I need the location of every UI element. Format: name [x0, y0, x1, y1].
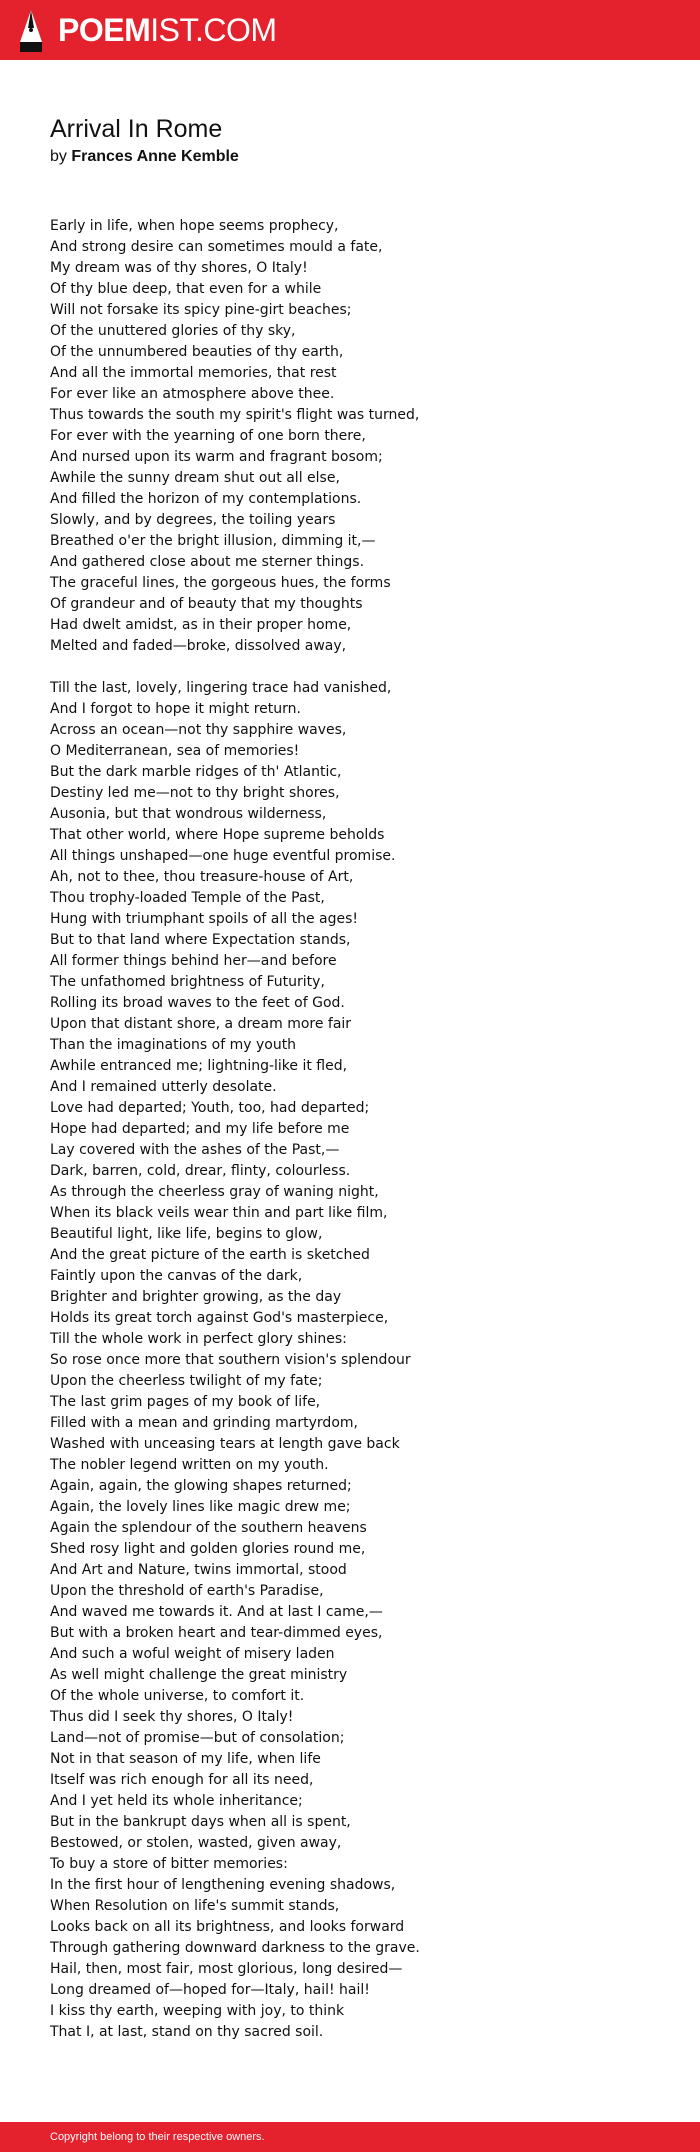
poem-line: Upon the cheerless twilight of my fate; — [50, 1373, 323, 1389]
poem-line: Hope had departed; and my life before me — [50, 1121, 350, 1137]
poem-line: Bestowed, or stolen, wasted, given away, — [50, 1835, 342, 1851]
poem-line: Breathed o'er the bright illusion, dimming it,— — [50, 533, 376, 549]
poem-line: Again, again, the glowing shapes returned; — [50, 1478, 352, 1494]
poem-line: Till the last, lovely, lingering trace had vanished, — [50, 680, 392, 696]
poem-line: Than the imaginations of my youth — [50, 1037, 297, 1053]
poem-line: Through gathering downward darkness to the grave. — [50, 1940, 420, 1956]
poem-line: And Art and Nature, twins immortal, stood — [50, 1562, 347, 1578]
poem-line: Itself was rich enough for all its need, — [50, 1772, 314, 1788]
poem-author[interactable]: Frances Anne Kemble — [71, 148, 239, 165]
poem-line: As through the cheerless gray of waning night, — [50, 1184, 379, 1200]
poem-content — [50, 112, 650, 2064]
poem-line: The graceful lines, the gorgeous hues, the forms — [50, 575, 391, 591]
poem-line: Thus did I seek thy shores, O Italy! — [50, 1709, 294, 1725]
poem-line: Awhile entranced me; lightning-like it fled, — [50, 1058, 348, 1074]
poem-line: Of the unuttered glories of thy sky, — [50, 323, 296, 339]
poem-line: That I, at last, stand on thy sacred soil. — [50, 2024, 324, 2040]
poem-line: But to that land where Expectation stands, — [50, 932, 351, 948]
poem-line: But in the bankrupt days when all is spent, — [50, 1814, 351, 1830]
site-footer — [0, 2122, 700, 2152]
poem-line: In the first hour of lengthening evening shadows, — [50, 1877, 396, 1893]
poem-line: Upon the threshold of earth's Paradise, — [50, 1583, 324, 1599]
poem-line: O Mediterranean, sea of memories! — [50, 743, 300, 759]
poem-line: To buy a store of bitter memories: — [50, 1856, 288, 1872]
poem-line: Washed with unceasing tears at length gave back — [50, 1436, 400, 1452]
logo-text-bold: POEM — [58, 12, 151, 48]
poem-line: As well might challenge the great ministry — [50, 1667, 348, 1683]
copyright-notice: Copyright belong to their respective owners. — [50, 2131, 265, 2143]
poem-line: Faintly upon the canvas of the dark, — [50, 1268, 303, 1284]
poem-line: But the dark marble ridges of th' Atlantic, — [50, 764, 342, 780]
poem-byline — [50, 146, 650, 168]
poem-line: Early in life, when hope seems prophecy, — [50, 218, 339, 234]
by-label: by — [50, 148, 67, 165]
poem-line: Ausonia, but that wondrous wilderness, — [50, 806, 327, 822]
poem-line: That other world, where Hope supreme beholds — [50, 827, 385, 843]
poem-line: The last grim pages of my book of life, — [50, 1394, 321, 1410]
poem-line: And waved me towards it. And at last I came,— — [50, 1604, 383, 1620]
poem-line: And I yet held its whole inheritance; — [50, 1793, 303, 1809]
poem-line: For ever like an atmosphere above thee. — [50, 386, 335, 402]
poem-line: And such a woful weight of misery laden — [50, 1646, 335, 1662]
site-header — [0, 0, 700, 60]
poem-line: And strong desire can sometimes mould a fate, — [50, 239, 383, 255]
poem-line: Had dwelt amidst, as in their proper home, — [50, 617, 352, 633]
poem-line: And I remained utterly desolate. — [50, 1079, 277, 1095]
poem-line: Lay covered with the ashes of the Past,— — [50, 1142, 340, 1158]
poem-line: Again the splendour of the southern heavens — [50, 1520, 367, 1536]
poem-line: All things unshaped—one huge eventful promise. — [50, 848, 396, 864]
poem-line: And gathered close about me sterner things. — [50, 554, 365, 570]
poem-line: The nobler legend written on my youth. — [50, 1457, 329, 1473]
poem-line: Thus towards the south my spirit's flight was turned, — [50, 407, 420, 423]
poem-line: Land—not of promise—but of consolation; — [50, 1730, 345, 1746]
poem-line: And the great picture of the earth is sketched — [50, 1247, 370, 1263]
poem-line: Of grandeur and of beauty that my thoughts — [50, 596, 363, 612]
poem-line: And filled the horizon of my contemplations. — [50, 491, 362, 507]
logo-text-light: IST.COM — [150, 12, 277, 48]
site-logo[interactable] — [18, 8, 277, 52]
poem-line: All former things behind her—and before — [50, 953, 337, 969]
poem-line: Awhile the sunny dream shut out all else, — [50, 470, 340, 486]
poem-line: Upon that distant shore, a dream more fair — [50, 1016, 352, 1032]
poem-line: Hail, then, most fair, most glorious, long desired— — [50, 1961, 403, 1977]
poem-line: Of thy blue deep, that even for a while — [50, 281, 322, 297]
poem-stanza — [50, 216, 650, 657]
poem-line: And all the immortal memories, that rest — [50, 365, 337, 381]
poem-stanza — [50, 678, 650, 2043]
poem-line: My dream was of thy shores, O Italy! — [50, 260, 308, 276]
poem-line: I kiss thy earth, weeping with joy, to think — [50, 2003, 345, 2019]
poem-line: For ever with the yearning of one born there, — [50, 428, 366, 444]
poem-line: Looks back on all its brightness, and looks forward — [50, 1919, 405, 1935]
poem-line: Melted and faded—broke, dissolved away, — [50, 638, 347, 654]
poem-line: When Resolution on life's summit stands, — [50, 1898, 340, 1914]
poem-line: The unfathomed brightness of Futurity, — [50, 974, 325, 990]
poem-line: Across an ocean—not thy sapphire waves, — [50, 722, 347, 738]
poem-line: And I forgot to hope it might return. — [50, 701, 301, 717]
poem-line: Thou trophy-loaded Temple of the Past, — [50, 890, 325, 906]
poem-line: Long dreamed of—hoped for—Italy, hail! hail! — [50, 1982, 370, 1998]
poem-line: Brighter and brighter growing, as the day — [50, 1289, 342, 1305]
poem-line: Filled with a mean and grinding martyrdom, — [50, 1415, 358, 1431]
poem-line: When its black veils wear thin and part like film, — [50, 1205, 388, 1221]
poem-line: Dark, barren, cold, drear, flinty, colourless. — [50, 1163, 351, 1179]
poem-line: Till the whole work in perfect glory shines: — [50, 1331, 347, 1347]
poem-line: Of the unnumbered beauties of thy earth, — [50, 344, 344, 360]
poem-title: Arrival In Rome — [50, 115, 223, 143]
poem-line: Shed rosy light and golden glories round me, — [50, 1541, 366, 1557]
poem-line: Will not forsake its spicy pine-girt beaches; — [50, 302, 352, 318]
poem-line: Ah, not to thee, thou treasure-house of Art, — [50, 869, 354, 885]
poem-line: Holds its great torch against God's masterpiece, — [50, 1310, 389, 1326]
poem-line: Of the whole universe, to comfort it. — [50, 1688, 305, 1704]
pen-nib-icon — [18, 8, 44, 52]
poem-line: Destiny led me—not to thy bright shores, — [50, 785, 340, 801]
poem-line: So rose once more that southern vision's splendour — [50, 1352, 411, 1368]
poem-line: Love had departed; Youth, too, had departed; — [50, 1100, 370, 1116]
poem-line: Again, the lovely lines like magic drew me; — [50, 1499, 351, 1515]
poem-line: Rolling its broad waves to the feet of God. — [50, 995, 345, 1011]
poem-line: Not in that season of my life, when life — [50, 1751, 321, 1767]
poem-line: But with a broken heart and tear-dimmed eyes, — [50, 1625, 383, 1641]
poem-line: And nursed upon its warm and fragrant bosom; — [50, 449, 383, 465]
poem-line: Beautiful light, like life, begins to glow, — [50, 1226, 323, 1242]
site-logo-text — [58, 14, 277, 46]
poem-line: Slowly, and by degrees, the toiling years — [50, 512, 336, 528]
poem-body — [50, 216, 650, 2043]
poem-line: Hung with triumphant spoils of all the ages! — [50, 911, 358, 927]
